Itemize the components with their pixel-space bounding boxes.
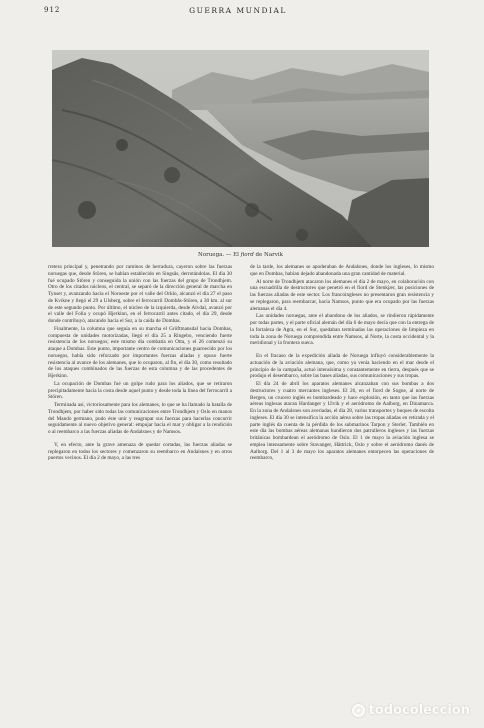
watermark-text: todocoleccion — [368, 703, 470, 718]
paragraph: Las unidades noruegas, ante el abandono de los aliados, se rindieron rápidamente por todas partes, y el parte oficial alemán del día 6 de mayo decía que con la entrega de la fortaleza de Agra, en el Sur, quedaban terminadas las operaciones de limpieza en toda la zona de Noruega comprendida entre Namsos, al Norte, la costa occidental y la meridional y la frontera sueca. — [250, 313, 434, 347]
paragraph: Terminada así, victoriosamente para los alemanes, lo que se ha llamado la batalla de Trondhjem, por haber sido todas las comunicaciones entre Trondhjem y Oslo en manos del Mando germano, pudo éste unir y reagrupar sus fuerzas para hacerlas concurrir seguidamente al nuevo objetivo general: empujar hacia el mar y obligar a la rendición o al reembarco a las fuerzas aliadas de Andalsnes y de Namsos. — [48, 402, 232, 435]
paragraph: En el fracaso de la expedición aliada de Noruega influyó considerablemente la actuación de la aviación alemana, que, como ya venía haciendo en el mar desde el principio de la campaña, actuó intensísima y constantemente en tierra, después que se produjo el desembarco, sobre las bases aliadas, sus comunicaciones y sus tropas. — [250, 353, 434, 380]
page-header — [44, 6, 432, 20]
paragraph: de la tarde, los alemanes se apoderaban de Andalsnes, donde los ingleses, lo mismo que en Dombas, habían dejado abandonada una gran cantidad de material. — [250, 264, 434, 277]
left-column — [48, 264, 232, 678]
paragraph: Y, en efecto, ante la grave amenaza de quedar cortadas, las fuerzas aliadas se replegaron en todos los sectores y comenzaron su reembarco en Andalsnes y en otros puertos vecinos. El día 2 de mayo, a las tres — [48, 441, 232, 462]
paragraph: La ocupación de Dombas fué un golpe rudo para los aliados, que se retiraron precipitadamente hacia la costa desde aquel punto y desde toda la línea del ferrocarril a Stören. — [48, 380, 232, 401]
text-columns — [48, 264, 434, 678]
page-number: 912 — [44, 6, 61, 14]
paragraph: Al norte de Trondhjem atacaron los alemanes el día 2 de mayo, en colaboración con una escuadrilla de destructores que penetró en el fiord de Stenkjær, las posiciones de las fuerzas aliadas de este sector. Los francoingleses no presentaron gran resistencia y se replegaron, para reembarcar, hacia Namsos, punto que era ocupado por las fuerzas alemanas el día 4. — [250, 278, 434, 312]
figure-caption — [52, 252, 429, 258]
watermark-logo — [352, 703, 470, 718]
watermark-icon — [352, 704, 365, 717]
paragraph: Finalmente, la columna que seguía en su marcha el Gröftmansdal hacia Dombas, compuesta de unidades motorizadas, llegó el día 25 a Ringebo, venciendo fuerte resistencia de los noruegos; este mismo día combatía en Otta, y el 26 comenzó su ataque a Dombas. Este punto, importante centro de comunicaciones guarnecido por los noruegos, había sido reforzado por importantes fuerzas aliadas y opuso fuerte resistencia al avance de los alemanes, que lo ocuparon, al fin, el día 30, como resultado de los ataques combinados de las fuerzas de esta columna y de las procedentes de Hjerkinn. — [48, 325, 232, 379]
running-title: GUERRA MUNDIAL — [189, 6, 287, 15]
caption-italic: fiord — [240, 252, 254, 258]
paragraph: rretera principal y, penetrando por caminos de herradura, cayeron sobre las fuerzas noruegas que, desde Stören, se habían establecido en Singsås, derrotándolas. El día 30 fué ocupado Stören y conseguida la unión con las fuerzas del grupo de Trondhjem. Otro de los citados núcleos, el central, se separó de la dirección general de marcha en Tynset y, avanzando hacia el Noroeste por el valle del Orklo, alcanzó el día 27 el paso de Kvikne y llegó el 29 a Ulsberg, sobre el ferrocarril Dombås-Stören, a 30 km. al sur de este segundo punto. Por último, el núcleo de la izquierda, desde Alvdal, avanzó por el valle del Folla y ocupó Hjerkinn, en el ferrocarril antes citado, el día 29, desde donde contribuyó, atacando hacia el Sur, a la caída de Dombas. — [48, 264, 232, 324]
caption-prefix: Noruega. — El — [198, 252, 241, 258]
photograph-norway-fjord — [52, 50, 429, 247]
right-column — [250, 264, 434, 678]
caption-suffix: de Narvik — [253, 252, 283, 258]
paragraph: El día 24 de abril los aparatos alemanes alcanzaban con sus bombas a dos destructores y cuatro mercantes ingleses. El 26, en el fiord de Sogne, al norte de Bergen, un crucero inglés es bombardeado y hace explosión, en tanto que las fuerzas aéreas inglesas atacan Hardanger y Ulvik y el aeródromo de Aalborg, en Dinamarca. En la zona de Andalsnes son averiadas, el día 28, varios transportes y buques de escolta ingleses. El día 30 se intensifica la acción aérea sobre las tropas aliadas en retirada y el parte inglés da cuenta de la pérdida de los submarinos Tarpon y Sterlet. También en este día las bombas aéreas alemanas hundieron dos patrulleros ingleses y las fuerzas británicas bombardean el aeródromo de Oslo. El 1 de mayo la aviación inglesa se emplea intensamente sobre Stavanger, Hättrick, Oslo y sobre el aeródromo danés de Aalborg. Del 1 al 3 de mayo los aparatos alemanes entorpecen las operaciones de reembarco, — [250, 381, 434, 462]
